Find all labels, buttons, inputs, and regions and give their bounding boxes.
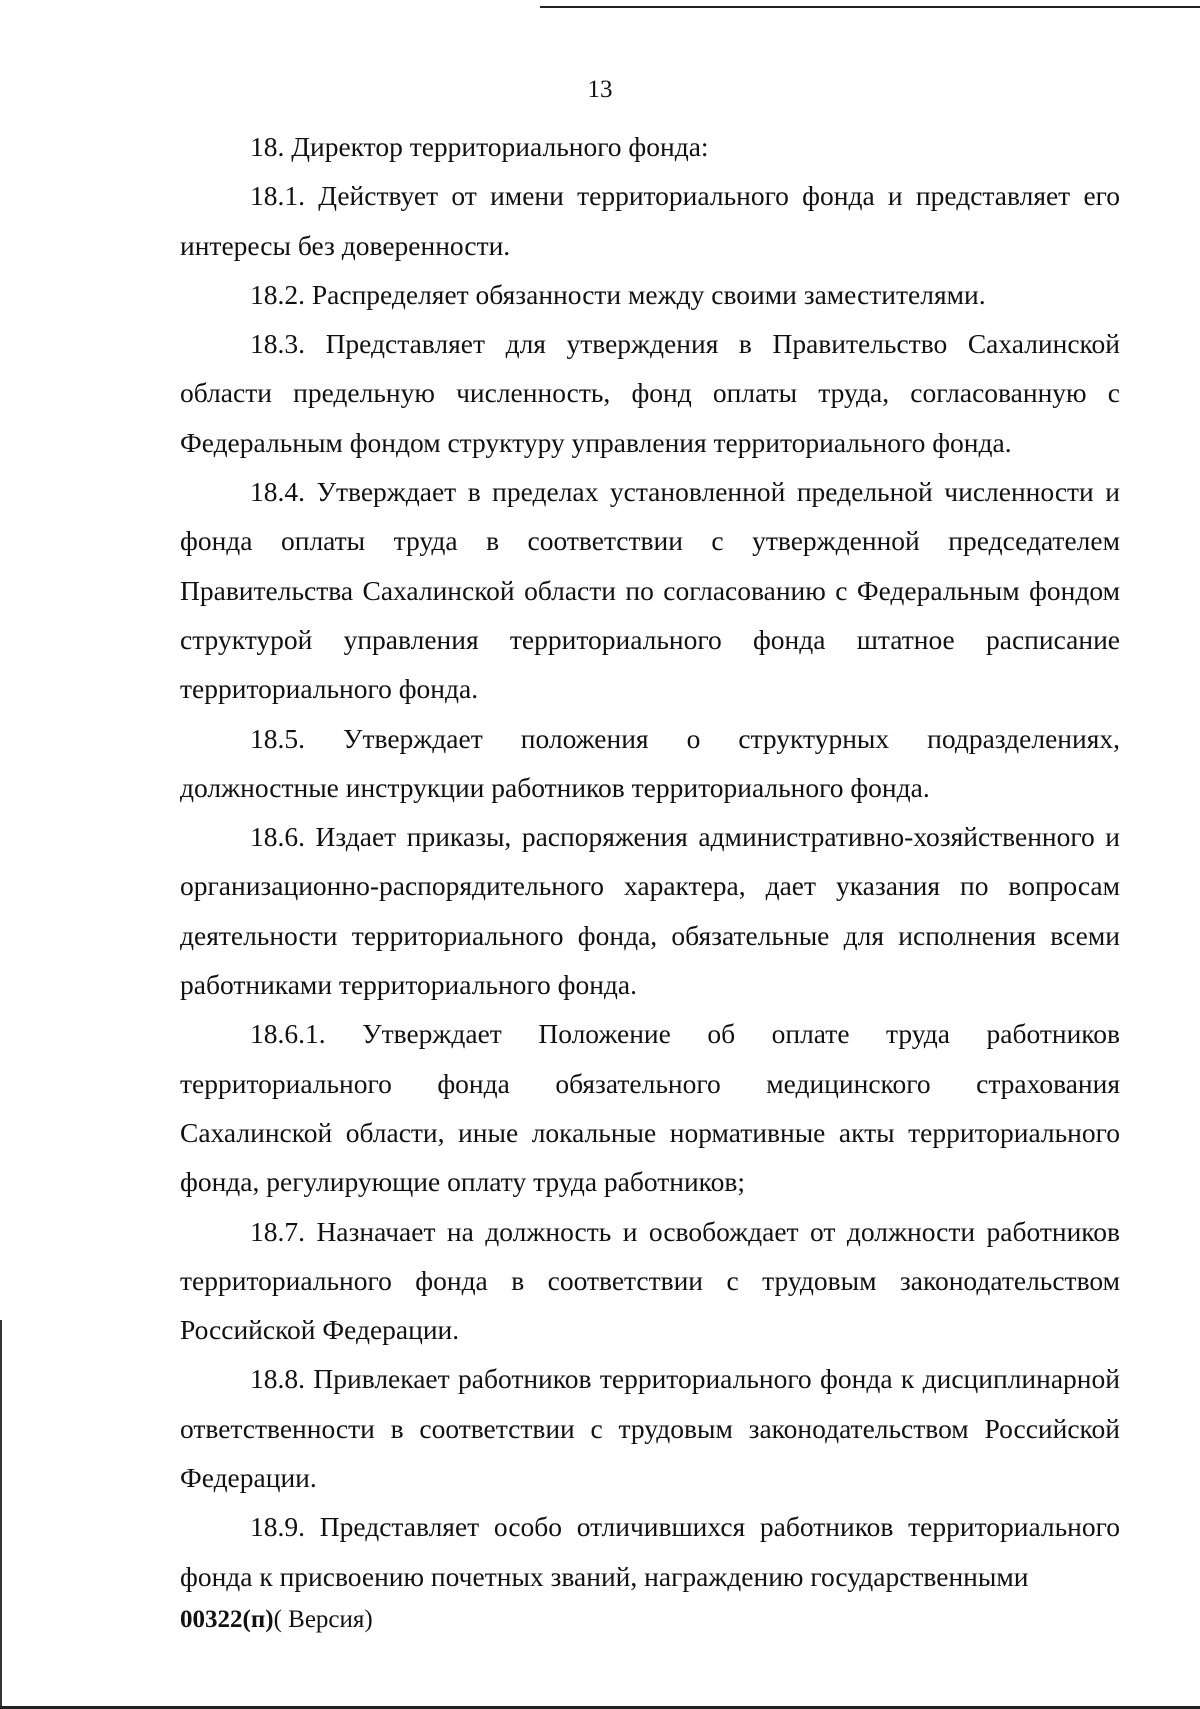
paragraph-18-6: 18.6. Издает приказы, распоряжения административно-хозяйственного и организационно-распорядительного характера, дает указания по вопросам деятельности территориального фонда, обязательные для исполнения всеми работниками территориального фонда. [180,821,1120,1001]
paragraph-18-3: 18.3. Представляет для утверждения в Правительство Сахалинской области предельную численность, фонд оплаты труда, согласованную с Федеральным фондом структуру управления территориального фонда. [180,328,1120,458]
paragraph-18-2: 18.2. Распределяет обязанности между своими заместителями. [250,278,986,310]
paragraph-18-6-1: 18.6.1. Утверждает Положение об оплате труда работников территориального фонда обязательного медицинского страхования Сахалинской области, иные локальные нормативные акты территориального фонда, регулирующие оплату труда работников; [180,1018,1120,1198]
paragraph-18-9: 18.9. Представляет особо отличившихся работников территориального фонда к присвоению почетных званий, награждению государственными [180,1511,1120,1592]
document-version: ( Версия) [273,1606,373,1633]
paragraph-18-8: 18.8. Привлекает работников территориального фонда к дисциплинарной ответственности в соответствии с трудовым законодательством Российской Федерации. [180,1363,1120,1494]
document-footer [180,1606,373,1634]
scan-top-edge [540,6,1200,8]
paragraph-18: 18. Директор территориального фонда: [250,131,709,162]
document-code: 00322(п) [180,1606,274,1633]
paragraph-18-7: 18.7. Назначает на должность и освобождает от должности работников территориального фонда в соответствии с трудовым законодательством Российской Федерации. [180,1215,1120,1346]
page-number: 13 [587,76,613,103]
paragraph-18-4: 18.4. Утверждает в пределах установленной предельной численности и фонда оплаты труда в соответствии с утвержденной председателем Правительства Сахалинской области по согласованию с Федеральным фондом структурой управления территориального фонда штатное расписание территориального фонда. [180,476,1120,705]
paragraph-18-1: 18.1. Действует от имени территориального фонда и представляет его интересы без доверенности. [180,180,1120,261]
paragraph-18-5: 18.5. Утверждает положения о структурных подразделениях, должностные инструкции работников территориального фонда. [180,722,1120,803]
document-body [180,122,1120,1601]
scan-left-edge [0,1320,2,1709]
